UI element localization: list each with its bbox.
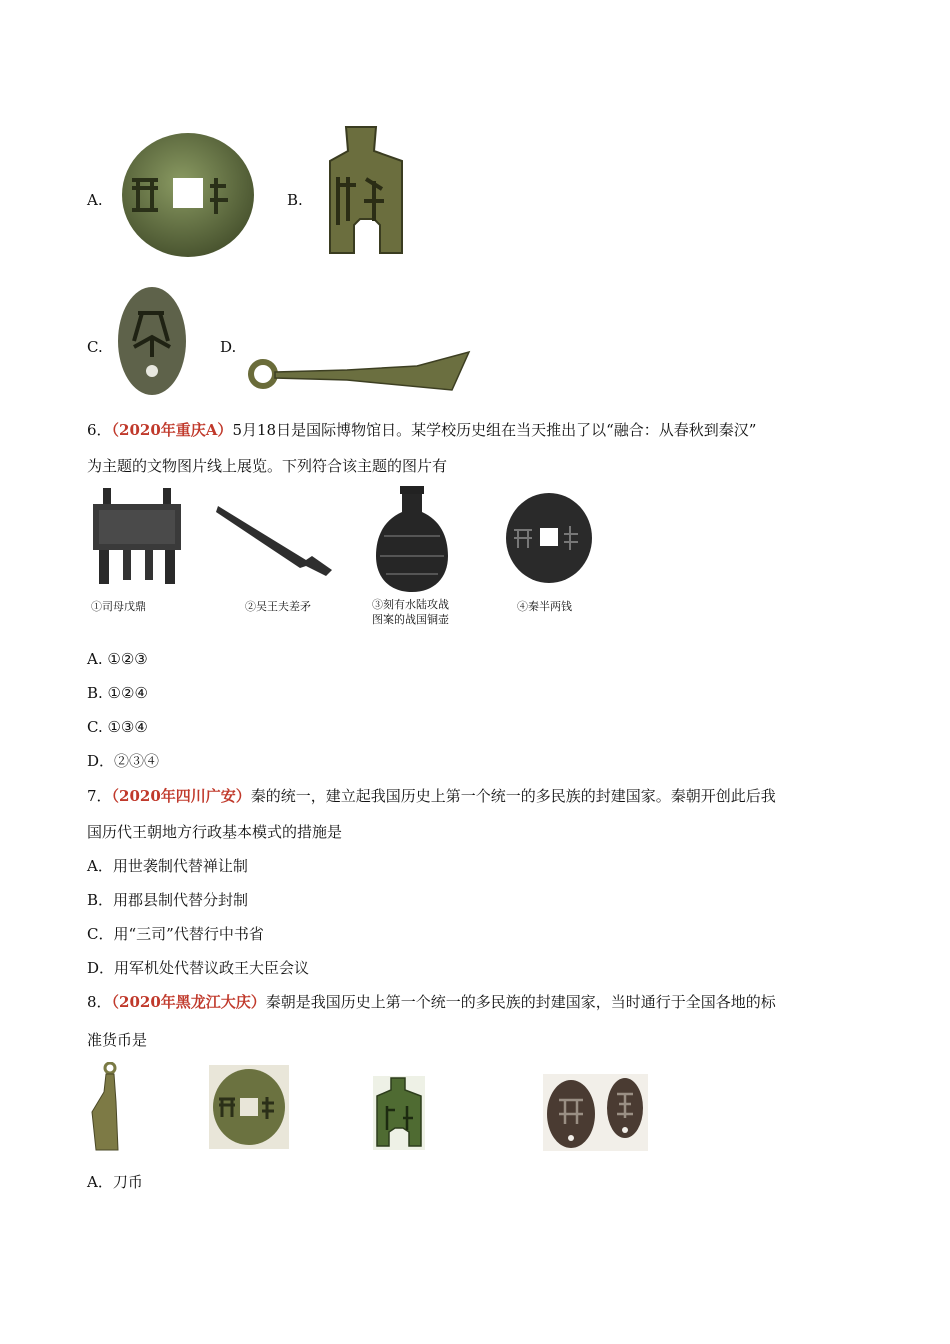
q6-line-2: 为主题的文物图片线上展览。下列符合该主题的图片有	[87, 457, 448, 475]
spade-coin-image	[318, 125, 406, 260]
q8-stem-1: 秦朝是我国历史上第一个统一的多民族的封建国家，当时通行于全国各地的标	[265, 993, 776, 1011]
ant-nose-coin-image	[112, 283, 192, 399]
caption-1: ①司母戊鼎	[91, 600, 146, 613]
q8-number: 8．	[87, 993, 112, 1011]
q6-stem-1: 5月18日是国际博物馆日。某学校历史组在当天推出了以“融合：从春秋到秦汉”	[232, 421, 757, 439]
q6-option-a[interactable]: A. ①②③	[87, 650, 148, 668]
q7-option-c[interactable]: C．用“三司”代替行中书省	[87, 925, 264, 943]
caption-4: ④秦半两钱	[517, 600, 572, 613]
caption-3b: 图案的战国铜壶	[372, 613, 449, 626]
caption-3a: ③刻有水陆攻战	[372, 598, 449, 611]
q6-line-1	[87, 420, 756, 440]
caption-2: ②吴王夫差矛	[245, 600, 311, 613]
q6-option-c[interactable]: C. ①③④	[87, 718, 148, 736]
q7-option-d[interactable]: D．用军机处代替议政王大臣会议	[87, 959, 310, 977]
q7-number: 7．	[87, 787, 112, 805]
q8-knife-coin-image	[86, 1062, 122, 1152]
q7-option-a[interactable]: A．用世袭制代替禅让制	[87, 857, 248, 875]
option-a-label[interactable]: A.	[87, 191, 103, 209]
q6-source: （2020年重庆A）	[111, 421, 233, 439]
q8-spade-coin-image	[373, 1076, 425, 1150]
q8-ant-nose-coins-image	[543, 1074, 648, 1151]
option-c-label[interactable]: C.	[87, 338, 103, 356]
q6-number: 6．	[87, 421, 112, 439]
q7-stem-1: 秦的统一，建立起我国历史上第一个统一的多民族的封建国家。秦朝开创此后我	[250, 787, 776, 805]
q6-option-b[interactable]: B. ①②④	[87, 684, 148, 702]
ban-liang-coin-image	[118, 130, 258, 260]
q7-option-b[interactable]: B．用郡县制代替分封制	[87, 891, 249, 909]
q7-line-2: 国历代王朝地方行政基本模式的措施是	[87, 823, 343, 841]
q8-line-2: 准货币是	[87, 1031, 148, 1049]
q8-source: （2020年黑龙江大庆）	[111, 993, 266, 1011]
q8-line-1	[87, 992, 776, 1012]
simuwu-ding-image	[89, 488, 185, 586]
q8-ban-liang-coin-image	[209, 1065, 289, 1149]
qin-ban-liang-coin-image	[504, 492, 594, 584]
bronze-pot-image	[376, 486, 448, 594]
q7-line-1	[87, 786, 776, 806]
q6-option-d[interactable]: D．②③④	[87, 752, 160, 770]
option-b-label[interactable]: B.	[287, 191, 303, 209]
option-d-label[interactable]: D.	[220, 338, 237, 356]
wu-king-spear-image	[216, 502, 334, 578]
q8-option-a[interactable]: A．刀币	[87, 1173, 143, 1191]
q7-source: （2020年四川广安）	[111, 787, 251, 805]
knife-coin-image	[247, 350, 472, 398]
